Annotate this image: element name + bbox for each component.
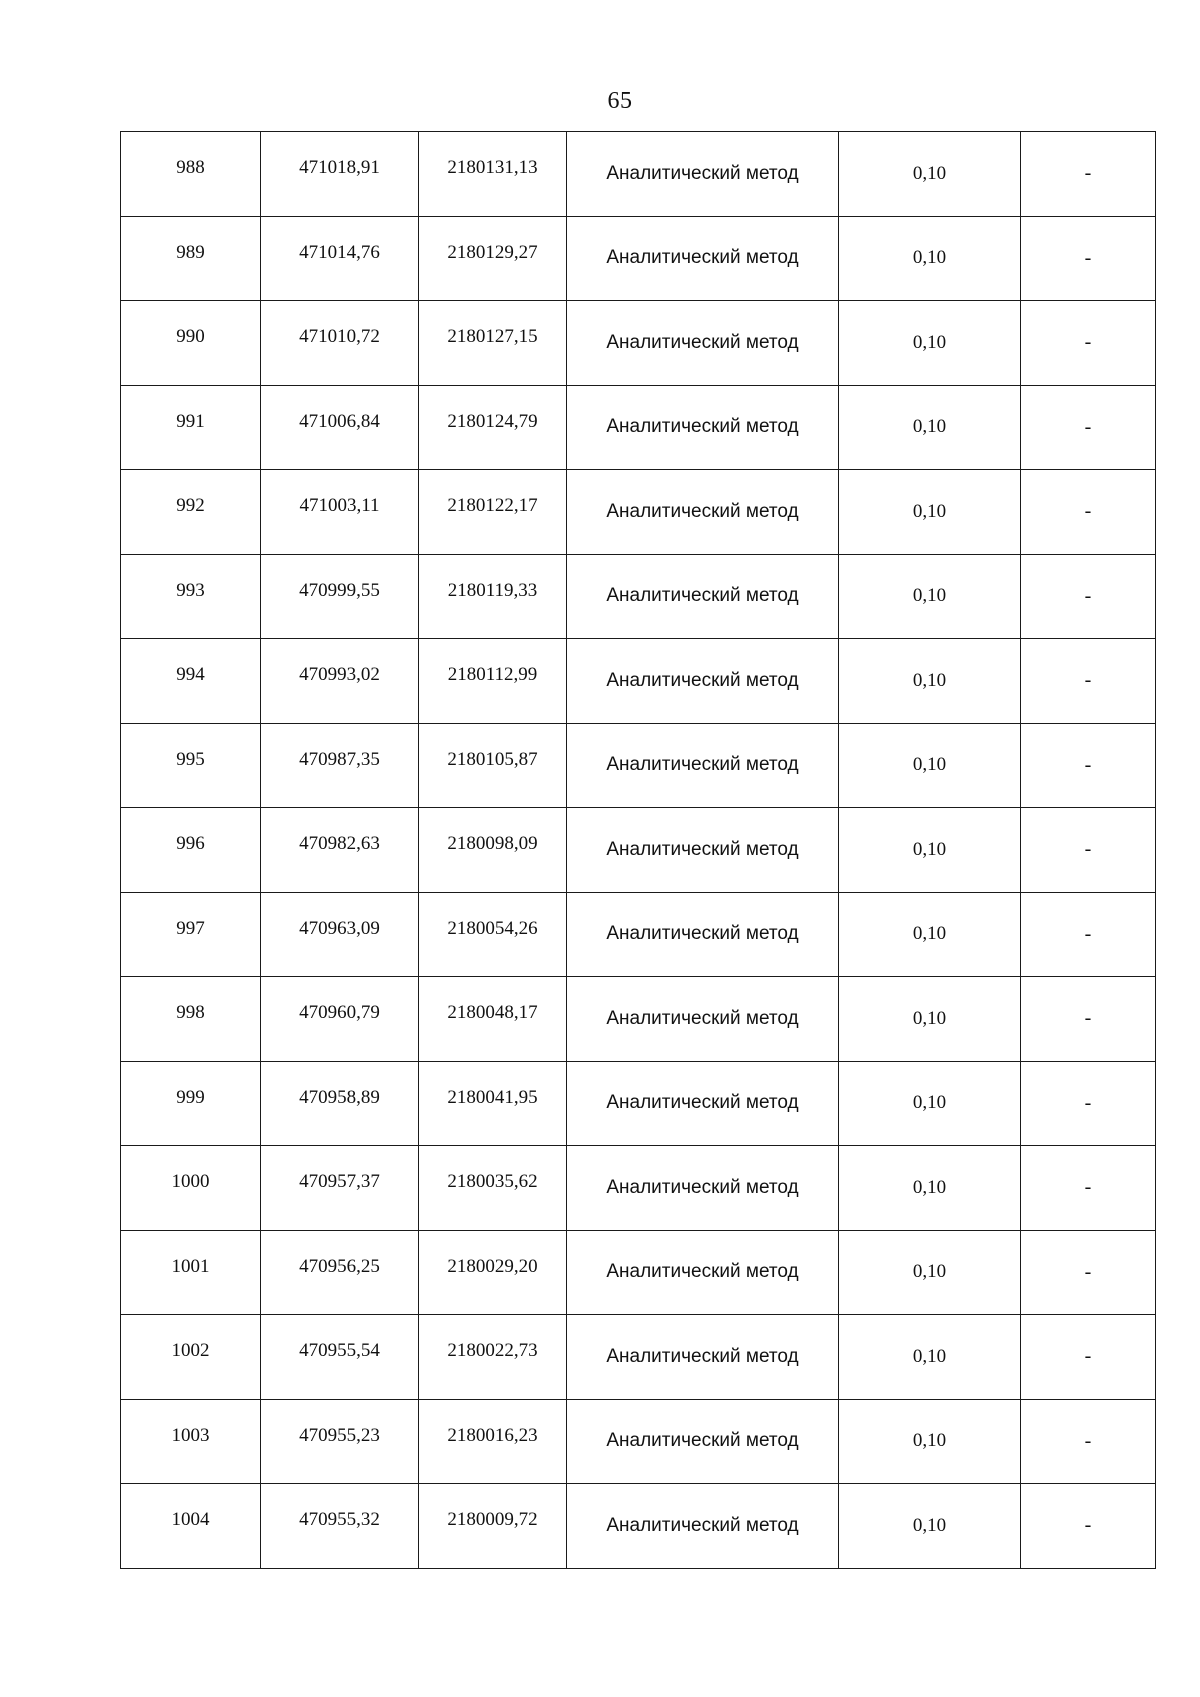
method-cell: Аналитический метод — [567, 1230, 839, 1315]
table-row — [121, 1484, 1156, 1569]
x-coordinate-cell: 471006,84 — [261, 385, 419, 470]
point-number-cell: 991 — [121, 385, 261, 470]
table-row — [121, 1061, 1156, 1146]
method-cell: Аналитический метод — [567, 470, 839, 555]
accuracy-cell: 0,10 — [839, 132, 1021, 217]
note-cell: - — [1021, 639, 1156, 724]
method-cell: Аналитический метод — [567, 1146, 839, 1231]
table-row — [121, 301, 1156, 386]
table-row — [121, 216, 1156, 301]
x-coordinate-cell: 470993,02 — [261, 639, 419, 724]
x-coordinate-cell: 470955,23 — [261, 1399, 419, 1484]
y-coordinate-cell: 2180112,99 — [419, 639, 567, 724]
x-coordinate-cell: 470956,25 — [261, 1230, 419, 1315]
accuracy-cell: 0,10 — [839, 1315, 1021, 1400]
method-cell: Аналитический метод — [567, 1061, 839, 1146]
table-row — [121, 892, 1156, 977]
accuracy-cell: 0,10 — [839, 639, 1021, 724]
y-coordinate-cell: 2180009,72 — [419, 1484, 567, 1569]
point-number-cell: 998 — [121, 977, 261, 1062]
accuracy-cell: 0,10 — [839, 1146, 1021, 1231]
note-cell: - — [1021, 808, 1156, 893]
accuracy-cell: 0,10 — [839, 470, 1021, 555]
note-cell: - — [1021, 1484, 1156, 1569]
point-number-cell: 1003 — [121, 1399, 261, 1484]
note-cell: - — [1021, 1399, 1156, 1484]
y-coordinate-cell: 2180119,33 — [419, 554, 567, 639]
x-coordinate-cell: 470955,54 — [261, 1315, 419, 1400]
accuracy-cell: 0,10 — [839, 1484, 1021, 1569]
y-coordinate-cell: 2180035,62 — [419, 1146, 567, 1231]
method-cell: Аналитический метод — [567, 723, 839, 808]
x-coordinate-cell: 470982,63 — [261, 808, 419, 893]
point-number-cell: 996 — [121, 808, 261, 893]
accuracy-cell: 0,10 — [839, 554, 1021, 639]
y-coordinate-cell: 2180124,79 — [419, 385, 567, 470]
point-number-cell: 997 — [121, 892, 261, 977]
note-cell: - — [1021, 892, 1156, 977]
point-number-cell: 1001 — [121, 1230, 261, 1315]
note-cell: - — [1021, 1061, 1156, 1146]
method-cell: Аналитический метод — [567, 1399, 839, 1484]
y-coordinate-cell: 2180131,13 — [419, 132, 567, 217]
accuracy-cell: 0,10 — [839, 892, 1021, 977]
x-coordinate-cell: 470960,79 — [261, 977, 419, 1062]
point-number-cell: 990 — [121, 301, 261, 386]
method-cell: Аналитический метод — [567, 385, 839, 470]
point-number-cell: 988 — [121, 132, 261, 217]
point-number-cell: 1002 — [121, 1315, 261, 1400]
note-cell: - — [1021, 132, 1156, 217]
note-cell: - — [1021, 385, 1156, 470]
table-row — [121, 385, 1156, 470]
accuracy-cell: 0,10 — [839, 1399, 1021, 1484]
point-number-cell: 1000 — [121, 1146, 261, 1231]
x-coordinate-cell: 470999,55 — [261, 554, 419, 639]
x-coordinate-cell: 471014,76 — [261, 216, 419, 301]
point-number-cell: 995 — [121, 723, 261, 808]
y-coordinate-cell: 2180048,17 — [419, 977, 567, 1062]
x-coordinate-cell: 470963,09 — [261, 892, 419, 977]
accuracy-cell: 0,10 — [839, 385, 1021, 470]
y-coordinate-cell: 2180098,09 — [419, 808, 567, 893]
coordinates-table-body — [121, 132, 1156, 1569]
note-cell: - — [1021, 554, 1156, 639]
point-number-cell: 993 — [121, 554, 261, 639]
y-coordinate-cell: 2180105,87 — [419, 723, 567, 808]
note-cell: - — [1021, 216, 1156, 301]
y-coordinate-cell: 2180022,73 — [419, 1315, 567, 1400]
x-coordinate-cell: 471003,11 — [261, 470, 419, 555]
table-row — [121, 554, 1156, 639]
accuracy-cell: 0,10 — [839, 301, 1021, 386]
note-cell: - — [1021, 1230, 1156, 1315]
method-cell: Аналитический метод — [567, 1484, 839, 1569]
x-coordinate-cell: 470987,35 — [261, 723, 419, 808]
method-cell: Аналитический метод — [567, 301, 839, 386]
x-coordinate-cell: 470955,32 — [261, 1484, 419, 1569]
y-coordinate-cell: 2180041,95 — [419, 1061, 567, 1146]
y-coordinate-cell: 2180127,15 — [419, 301, 567, 386]
note-cell: - — [1021, 301, 1156, 386]
note-cell: - — [1021, 977, 1156, 1062]
accuracy-cell: 0,10 — [839, 216, 1021, 301]
point-number-cell: 994 — [121, 639, 261, 724]
point-number-cell: 992 — [121, 470, 261, 555]
note-cell: - — [1021, 1315, 1156, 1400]
table-row — [121, 132, 1156, 217]
x-coordinate-cell: 471018,91 — [261, 132, 419, 217]
y-coordinate-cell: 2180122,17 — [419, 470, 567, 555]
point-number-cell: 989 — [121, 216, 261, 301]
accuracy-cell: 0,10 — [839, 1061, 1021, 1146]
note-cell: - — [1021, 470, 1156, 555]
method-cell: Аналитический метод — [567, 554, 839, 639]
y-coordinate-cell: 2180016,23 — [419, 1399, 567, 1484]
method-cell: Аналитический метод — [567, 808, 839, 893]
y-coordinate-cell: 2180054,26 — [419, 892, 567, 977]
x-coordinate-cell: 470957,37 — [261, 1146, 419, 1231]
accuracy-cell: 0,10 — [839, 808, 1021, 893]
method-cell: Аналитический метод — [567, 132, 839, 217]
note-cell: - — [1021, 723, 1156, 808]
table-row — [121, 1315, 1156, 1400]
coordinates-table — [120, 131, 1156, 1569]
accuracy-cell: 0,10 — [839, 723, 1021, 808]
note-cell: - — [1021, 1146, 1156, 1231]
point-number-cell: 999 — [121, 1061, 261, 1146]
accuracy-cell: 0,10 — [839, 977, 1021, 1062]
point-number-cell: 1004 — [121, 1484, 261, 1569]
table-row — [121, 1230, 1156, 1315]
y-coordinate-cell: 2180029,20 — [419, 1230, 567, 1315]
method-cell: Аналитический метод — [567, 639, 839, 724]
table-row — [121, 1399, 1156, 1484]
method-cell: Аналитический метод — [567, 216, 839, 301]
method-cell: Аналитический метод — [567, 1315, 839, 1400]
table-row — [121, 977, 1156, 1062]
x-coordinate-cell: 471010,72 — [261, 301, 419, 386]
table-row — [121, 639, 1156, 724]
table-row — [121, 723, 1156, 808]
page-number: 65 — [607, 88, 633, 114]
table-row — [121, 470, 1156, 555]
y-coordinate-cell: 2180129,27 — [419, 216, 567, 301]
method-cell: Аналитический метод — [567, 892, 839, 977]
method-cell: Аналитический метод — [567, 977, 839, 1062]
accuracy-cell: 0,10 — [839, 1230, 1021, 1315]
table-row — [121, 1146, 1156, 1231]
table-row — [121, 808, 1156, 893]
x-coordinate-cell: 470958,89 — [261, 1061, 419, 1146]
